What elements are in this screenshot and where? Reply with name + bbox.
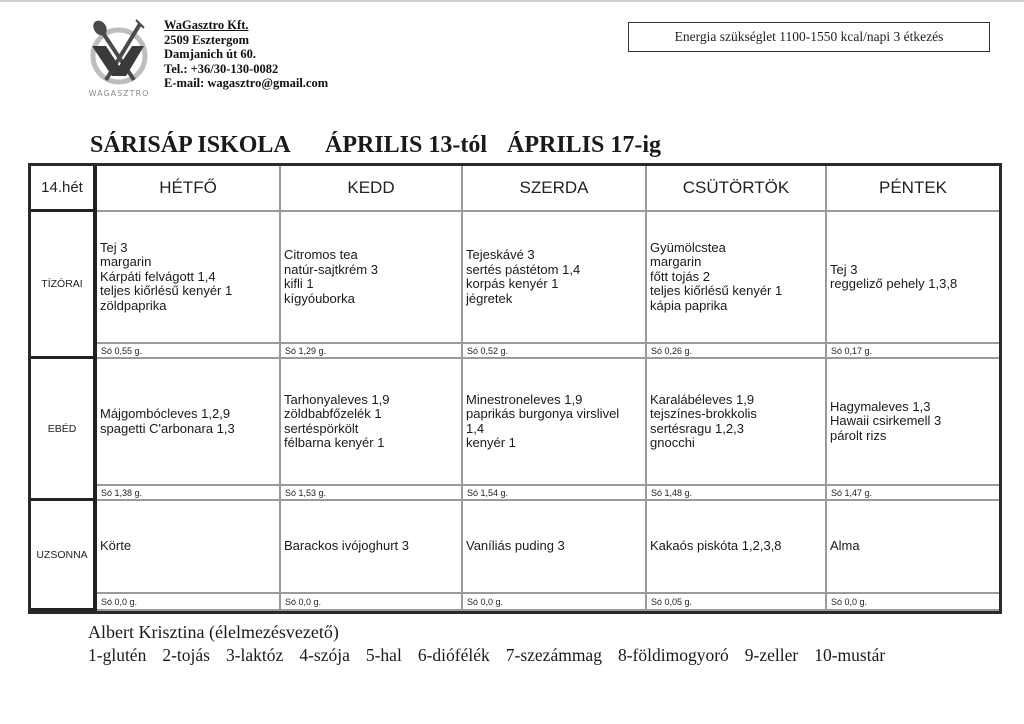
allergen-item: 8-földimogyoró xyxy=(617,645,729,665)
salt-content: Só 0,0 g. xyxy=(281,594,463,611)
menu-item-cell xyxy=(647,359,827,486)
menu-item-lines xyxy=(284,248,378,306)
day-header-1: HÉTFŐ xyxy=(97,166,281,212)
company-name: WaGasztro Kft. xyxy=(164,18,249,32)
salt-content: Só 1,38 g. xyxy=(97,486,281,501)
menu-item: Citromos tea xyxy=(284,247,358,262)
menu-item-lines xyxy=(284,539,409,554)
allergen-item: 7-szezámmag xyxy=(505,645,602,665)
menu-item-lines xyxy=(100,539,131,554)
menu-item: Tej 3 xyxy=(100,239,128,255)
company-email: E-mail: wagasztro@gmail.com xyxy=(164,76,329,90)
menu-item-cell xyxy=(97,501,281,594)
menu-item-cell xyxy=(647,501,827,594)
menu-item: tejszínes-brokkolis xyxy=(650,406,757,421)
menu-item-lines xyxy=(650,241,782,314)
menu-item: kígyóuborka xyxy=(284,290,355,306)
menu-item: kenyér 1 xyxy=(466,435,516,450)
menu-item: Tejeskávé 3 xyxy=(466,247,535,262)
menu-item: félbarna kenyér 1 xyxy=(284,435,385,450)
allergen-item: 1-glutén xyxy=(88,645,147,665)
menu-item-lines xyxy=(650,393,757,451)
menu-item: sertéspörkölt xyxy=(284,420,359,436)
school-name: SÁRISÁP ISKOLA xyxy=(90,132,291,158)
menu-item-lines xyxy=(100,241,232,314)
menu-item: Kakaós piskóta 1,2,3,8 xyxy=(650,538,782,554)
menu-item: teljes kiőrlésű kenyér 1 xyxy=(650,283,783,299)
company-city: 2509 Esztergom xyxy=(164,32,250,47)
menu-item-lines xyxy=(830,539,860,554)
menu-item: paprikás burgonya virslivel xyxy=(466,406,620,421)
company-phone: Tel.: +36/30-130-0082 xyxy=(164,61,279,76)
menu-item: Minestroneleves 1,9 xyxy=(466,391,583,407)
menu-item-cell xyxy=(463,212,647,344)
company-street: Damjanich út 60. xyxy=(164,47,257,61)
menu-item: margarin xyxy=(100,254,152,270)
menu-item: spagetti C'arbonara 1,3 xyxy=(100,420,235,436)
menu-item-cell xyxy=(827,212,999,344)
allergen-legend xyxy=(88,645,901,666)
logo-wordmark: WAGASZTRO xyxy=(88,89,150,98)
menu-item-cell xyxy=(463,501,647,594)
day-header-5: PÉNTEK xyxy=(827,166,999,212)
date-to: ÁPRILIS 17-ig xyxy=(507,132,662,158)
menu-item-cell xyxy=(827,501,999,594)
menu-item: párolt rizs xyxy=(830,427,887,443)
menu-item: Gyümölcstea xyxy=(650,239,726,255)
page-top-edge xyxy=(0,0,1024,2)
day-header-4: CSÜTÖRTÖK xyxy=(647,166,827,212)
menu-item-lines xyxy=(466,393,619,451)
menu-item: Májgombócleves 1,2,9 xyxy=(100,406,231,421)
menu-item: margarin xyxy=(650,254,702,270)
menu-item: zöldpaprika xyxy=(100,297,167,313)
menu-item: főtt tojás 2 xyxy=(650,268,710,284)
allergen-item: 3-laktóz xyxy=(225,645,284,665)
menu-item: natúr-sajtkrém 3 xyxy=(284,261,378,277)
salt-content: Só 0,0 g. xyxy=(97,594,281,611)
menu-item: gnocchi xyxy=(650,435,695,450)
menu-item: Barackos ivójoghurt 3 xyxy=(284,538,410,554)
menu-item: reggeliző pehely 1,3,8 xyxy=(830,276,958,291)
menu-item: kápia paprika xyxy=(650,297,728,313)
menu-item-cell xyxy=(281,359,463,486)
menu-item: Alma xyxy=(830,538,860,554)
allergen-item: 10-mustár xyxy=(814,645,886,665)
menu-item-cell xyxy=(281,501,463,594)
menu-item-cell xyxy=(827,359,999,486)
allergen-item: 5-hal xyxy=(365,645,402,665)
allergen-item: 9-zeller xyxy=(744,645,799,665)
menu-item: Karalábéleves 1,9 xyxy=(650,391,755,407)
energy-requirement-box: Energia szükséglet 1100-1550 kcal/napi 3 étkezés xyxy=(628,22,990,52)
menu-item-cell xyxy=(647,212,827,344)
menu-item: kifli 1 xyxy=(284,276,314,291)
menu-grid xyxy=(31,166,999,611)
menu-item: Tarhonyaleves 1,9 xyxy=(284,391,390,407)
menu-item: 1,4 xyxy=(466,420,485,436)
meal-label-1: EBÉD xyxy=(31,359,97,501)
meal-label-2: UZSONNA xyxy=(31,501,97,611)
menu-item-cell xyxy=(281,212,463,344)
weekly-menu-table xyxy=(28,163,1002,614)
menu-item-lines xyxy=(284,393,390,451)
menu-item-cell xyxy=(97,212,281,344)
day-header-2: KEDD xyxy=(281,166,463,212)
menu-item-lines xyxy=(830,263,957,292)
salt-content: Só 0,55 g. xyxy=(97,344,281,359)
menu-item-cell xyxy=(97,359,281,486)
salt-content: Só 0,0 g. xyxy=(463,594,647,611)
menu-item-lines xyxy=(100,407,235,436)
menu-item-lines xyxy=(830,400,941,444)
menu-item: Hagymaleves 1,3 xyxy=(830,398,931,414)
meal-label-0: TÍZÓRAI xyxy=(31,212,97,359)
menu-item: korpás kenyér 1 xyxy=(466,276,559,291)
date-from: ÁPRILIS 13-tól xyxy=(325,132,488,158)
salt-content: Só 0,0 g. xyxy=(827,594,999,611)
week-number-cell: 14.hét xyxy=(31,166,97,212)
salt-content: Só 1,48 g. xyxy=(647,486,827,501)
menu-item: Vaníliás puding 3 xyxy=(466,538,565,554)
menu-item: teljes kiőrlésű kenyér 1 xyxy=(100,283,233,299)
allergen-item: 4-szója xyxy=(299,645,350,665)
menu-item-cell xyxy=(463,359,647,486)
salt-content: Só 0,26 g. xyxy=(647,344,827,359)
menu-item-lines xyxy=(466,539,565,554)
day-header-3: SZERDA xyxy=(463,166,647,212)
menu-item-lines xyxy=(650,539,782,554)
allergen-item: 6-diófélék xyxy=(417,645,490,665)
salt-content: Só 1,54 g. xyxy=(463,486,647,501)
menu-item: sertés pástétom 1,4 xyxy=(466,261,581,277)
allergen-item: 2-tojás xyxy=(162,645,210,665)
menu-item-lines xyxy=(466,248,580,306)
salt-content: Só 1,29 g. xyxy=(281,344,463,359)
menu-item: jégretek xyxy=(466,290,513,306)
food-service-manager: Albert Krisztina (élelmezésvezető) xyxy=(88,622,339,642)
menu-item: Hawaii csirkemell 3 xyxy=(830,413,942,429)
menu-item: Tej 3 xyxy=(830,261,858,277)
salt-content: Só 0,05 g. xyxy=(647,594,827,611)
company-info xyxy=(164,18,328,91)
menu-item: Kárpáti felvágott 1,4 xyxy=(100,268,216,284)
menu-item: zöldbabfőzelék 1 xyxy=(284,406,382,421)
salt-content: Só 1,53 g. xyxy=(281,486,463,501)
menu-item: Körte xyxy=(100,538,132,554)
menu-item: sertésragu 1,2,3 xyxy=(650,420,744,436)
salt-content: Só 0,17 g. xyxy=(827,344,999,359)
salt-content: Só 1,47 g. xyxy=(827,486,999,501)
salt-content: Só 0,52 g. xyxy=(463,344,647,359)
